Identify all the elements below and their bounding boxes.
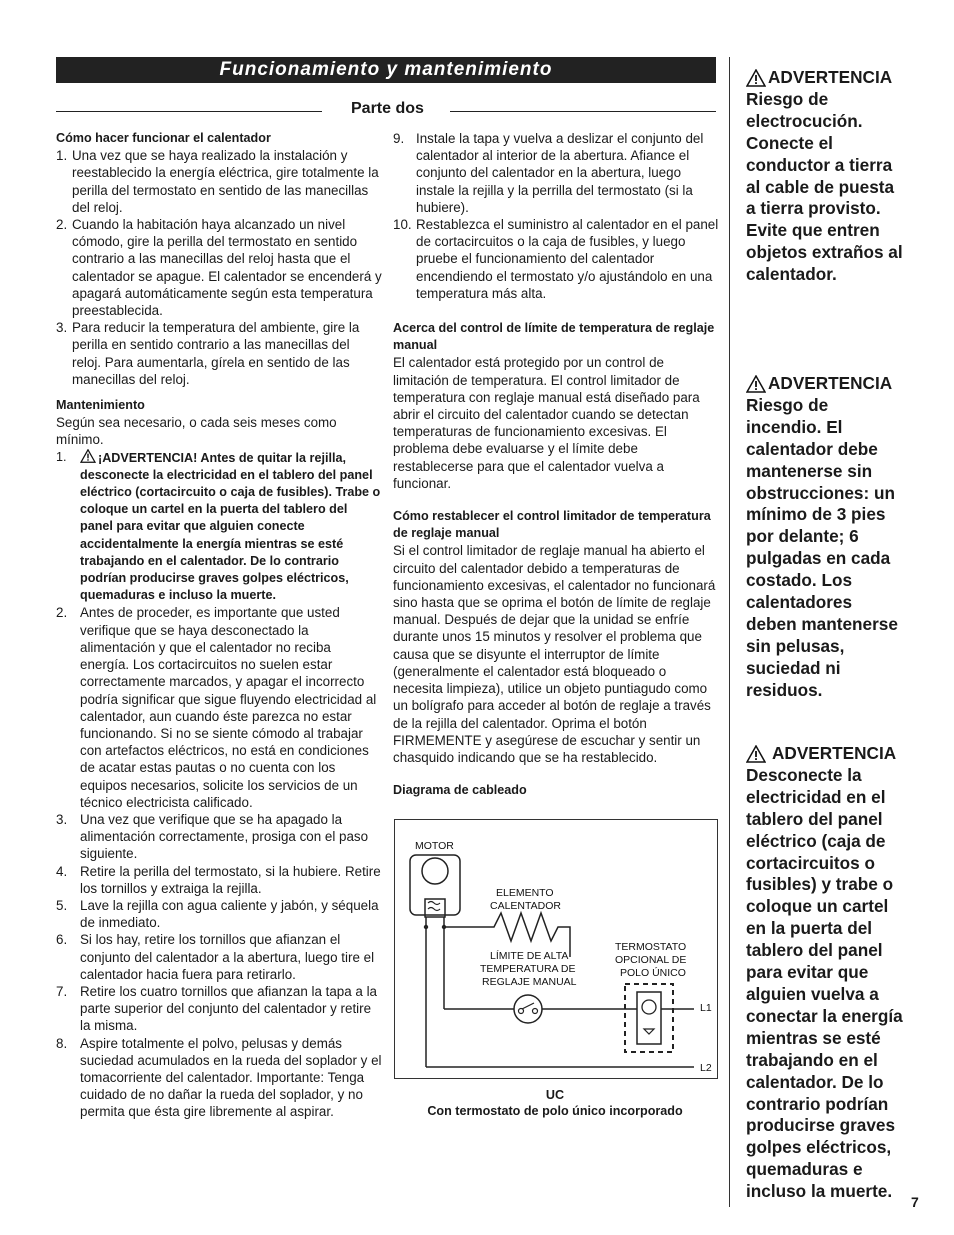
list-item: 6. Si los hay, retire los tornillos que afianzan el conjunto del calentador a la abertura, luego tire el calentador hacia fuera para retirarlo.	[56, 932, 375, 982]
list-item: 10. Restablezca el suministro al calentador en el panel de cortacircuitos o la caja de fusibles, y luego pruebe el funcionamiento del calentador encendiendo el termostato y/o ajustándolo en una temperatura más alta.	[393, 217, 719, 301]
warning-icon	[746, 375, 766, 393]
limit-text: El calentador está protegido por un control de limitación de temperatura. El control limitador de temperatura con reglaje manual está diseñado para abrir el circuito del calentador cuando se detectan temperaturas de funcionamiento excesivas. El problema debe evaluarse y el límite debe restablecerse para que el calentador vuelva a funcionar.	[393, 355, 700, 491]
warning-text: Riesgo de incendio. El calentador debe mantenerse sin obstrucciones: un mínimo de 3 pies por delante; 6 pulgadas en cada costado. Los calentadores deben mantenerse sin pelusas, suciedad ni residuos.	[746, 394, 898, 700]
limit-label-3: REGLAJE MANUAL	[482, 976, 577, 988]
motor-box	[410, 855, 460, 915]
warning-title: ADVERTENCIA	[772, 743, 897, 763]
maintenance-heading: Mantenimiento	[56, 398, 145, 413]
junction-left	[424, 925, 428, 929]
page-number: 7	[911, 1194, 919, 1210]
thermo-label-1: TERMOSTATO	[615, 941, 687, 953]
column-divider	[729, 57, 730, 1207]
left-column	[56, 130, 382, 1121]
l2-label: L2	[700, 1062, 712, 1074]
element-label-1: ELEMENTO	[496, 887, 554, 899]
warning-icon	[746, 745, 766, 763]
limit-label-1: LÍMITE DE ALTA	[490, 950, 569, 962]
warning-disconnect	[746, 743, 906, 1203]
thermo-label-2: OPCIONAL DE	[615, 954, 687, 966]
warning-icon	[746, 69, 766, 87]
warning-text: Desconecte la electricidad en el tablero del panel eléctrico (caja de cortacircuitos o fusibles) y trabe o coloque un cartel en la puerta del tablero del panel para evitar que alguien vuelva a conectar la energía mientras se esté trabajando en el calentador. De lo contrario podrían producirse graves golpes eléctricos, quemaduras e incluso la muerte.	[746, 764, 903, 1202]
warning-title: ADVERTENCIA	[768, 67, 893, 87]
limit-label-2: TEMPERATURA DE	[480, 963, 576, 975]
middle-column	[393, 130, 719, 799]
operate-heading: Cómo hacer funcionar el calentador	[56, 131, 271, 145]
list-item: 2. Antes de proceder, es importante que usted verifique que se haya desconectado la alimentación y que el calentador no reciba energía. Los cortacircuitos no suelen estar correctamente marcados, y apagar el incorrecto podría significar que sigue fluyendo electricidad al calentador, aun cuando éste parezca no estar funcionando. Si no se siente cómodo al trabajar con artefactos eléctricos, no está en condiciones de acatar estas pautas o no cuenta con los equipos necesarios, solicite los servicios de un técnico electricista calificado.	[56, 605, 377, 810]
warning-text: Riesgo de electrocución. Conecte el conductor a tierra al cable de puesta a tierra provisto. Evite que entren objetos extraños al calentador.	[746, 88, 903, 285]
list-item: 1. Una vez que se haya realizado la instalación y reestablecido la energía eléctrica, gire totalmente la perilla del termostato en sentido de las manecillas del reloj.	[56, 148, 379, 215]
warning-fire	[746, 373, 906, 702]
limit-switch	[514, 995, 542, 1023]
wiring-diagram-svg	[394, 819, 718, 1079]
warning-icon	[80, 449, 96, 463]
limit-heading: Acerca del control de límite de temperatura de reglaje manual	[393, 321, 715, 353]
thermo-label-3: POLO ÚNICO	[620, 967, 686, 979]
warning-electrocution	[746, 67, 906, 286]
reset-text: Si el control limitador de reglaje manual ha abierto el circuito del calentador debido a temperaturas de funcionamiento excesivas, el calentador no funcionará sino hasta que se oprima el botón de límite de reglaje manual. Después de dejar que la unidad se enfríe durante unos 15 minutos y resolver el problema que causa que se disyunte el interruptor de límite (generalmente el calentador está bloqueado o necesita limpieza), utilice un objeto puntiagudo como un bolígrafo para acceder al botón de reglaje a través de la rejilla del calentador. Oprima el botón FIRMEMENTE y asegúrese de escuchar y sentir un chasquido indicando que se ha restablecido.	[393, 543, 716, 765]
section-title: Funcionamiento y mantenimiento	[56, 57, 716, 83]
caption-description: Con termostato de polo único incorporado	[427, 1104, 683, 1118]
motor-label: MOTOR	[415, 840, 454, 852]
motor-circle	[422, 858, 448, 884]
reset-heading: Cómo restablecer el control limitador de temperatura de reglaje manual	[393, 509, 711, 541]
warning-title: ADVERTENCIA	[768, 373, 893, 393]
list-item: 4. Retire la perilla del termostato, si la hubiere. Retire los tornillos y extraiga la rejilla.	[56, 863, 381, 896]
element-label-2: CALENTADOR	[490, 900, 561, 912]
caption-model: UC	[545, 1088, 565, 1102]
list-item: 2. Cuando la habitación haya alcanzado un nivel cómodo, gire la perilla del termostato en sentido contrario a las manecillas del reloj hasta que el calentador se apague. El calentador se encenderá y apagará automáticamente según esta temperatura preestablecida.	[56, 217, 382, 319]
list-item: 3. Una vez que verifique que se ha apagado la alimentación correctamente, prosiga con el paso siguiente.	[56, 811, 369, 862]
wiring-diagram	[394, 819, 718, 1119]
list-item-warning: 1. ¡ADVERTENCIA! Antes de quitar la rejilla, desconecte la electricidad en el tablero del panel eléctrico (cortacircuito o caja de fusibles). Trabe o coloque un cartel en la puerta del tablero del panel para evitar que alguien conecte accidentalmente la energía mientras se esté trabajando en el calentador. De lo contrario podrían producirse graves golpes eléctricos, quemaduras e incluso la muerte.	[56, 449, 381, 603]
list-item: 7. Retire los cuatro tornillos que afianzan la tapa a la parte superior del conjunto del calentador y retire la misma.	[56, 983, 378, 1034]
diagram-caption	[394, 1087, 716, 1119]
subtitle-rule-left	[56, 111, 322, 112]
list-item: 5. Lave la rejilla con agua caliente y jabón, y séquela de inmediato.	[56, 897, 379, 931]
list-item: 8. Aspire totalmente el polvo, pelusas y demás suciedad acumulados en la rueda del soplador y el tomacorriente del calentador. Importante: Tenga cuidado de no dañar la rueda del soplador, y no permita que ésta gire libremente al aspirar.	[56, 1035, 382, 1120]
subtitle: Parte dos	[351, 100, 424, 117]
diagram-heading: Diagrama de cableado	[393, 783, 527, 798]
list-item: 9. Instale la tapa y vuelva a deslizar el conjunto del calentador al interior de la abertura. Afiance el conjunto del calentador en la abertura, luego instale la rejilla y la perrilla del termostato (si la hubiere).	[393, 131, 704, 215]
l1-label: L1	[700, 1002, 712, 1014]
motor-coil	[428, 902, 440, 911]
subtitle-rule-right	[450, 111, 716, 112]
thermostat-dashed-box	[625, 984, 673, 1052]
maintenance-intro: Según sea necesario, o cada seis meses como mínimo.	[56, 415, 337, 448]
list-item: 3. Para reducir la temperatura del ambiente, gire la perilla en sentido contrario a las manecillas del reloj. Para aumentarla, gírela en sentido de las manecillas del reloj.	[56, 320, 360, 387]
subtitle-row	[56, 100, 716, 120]
